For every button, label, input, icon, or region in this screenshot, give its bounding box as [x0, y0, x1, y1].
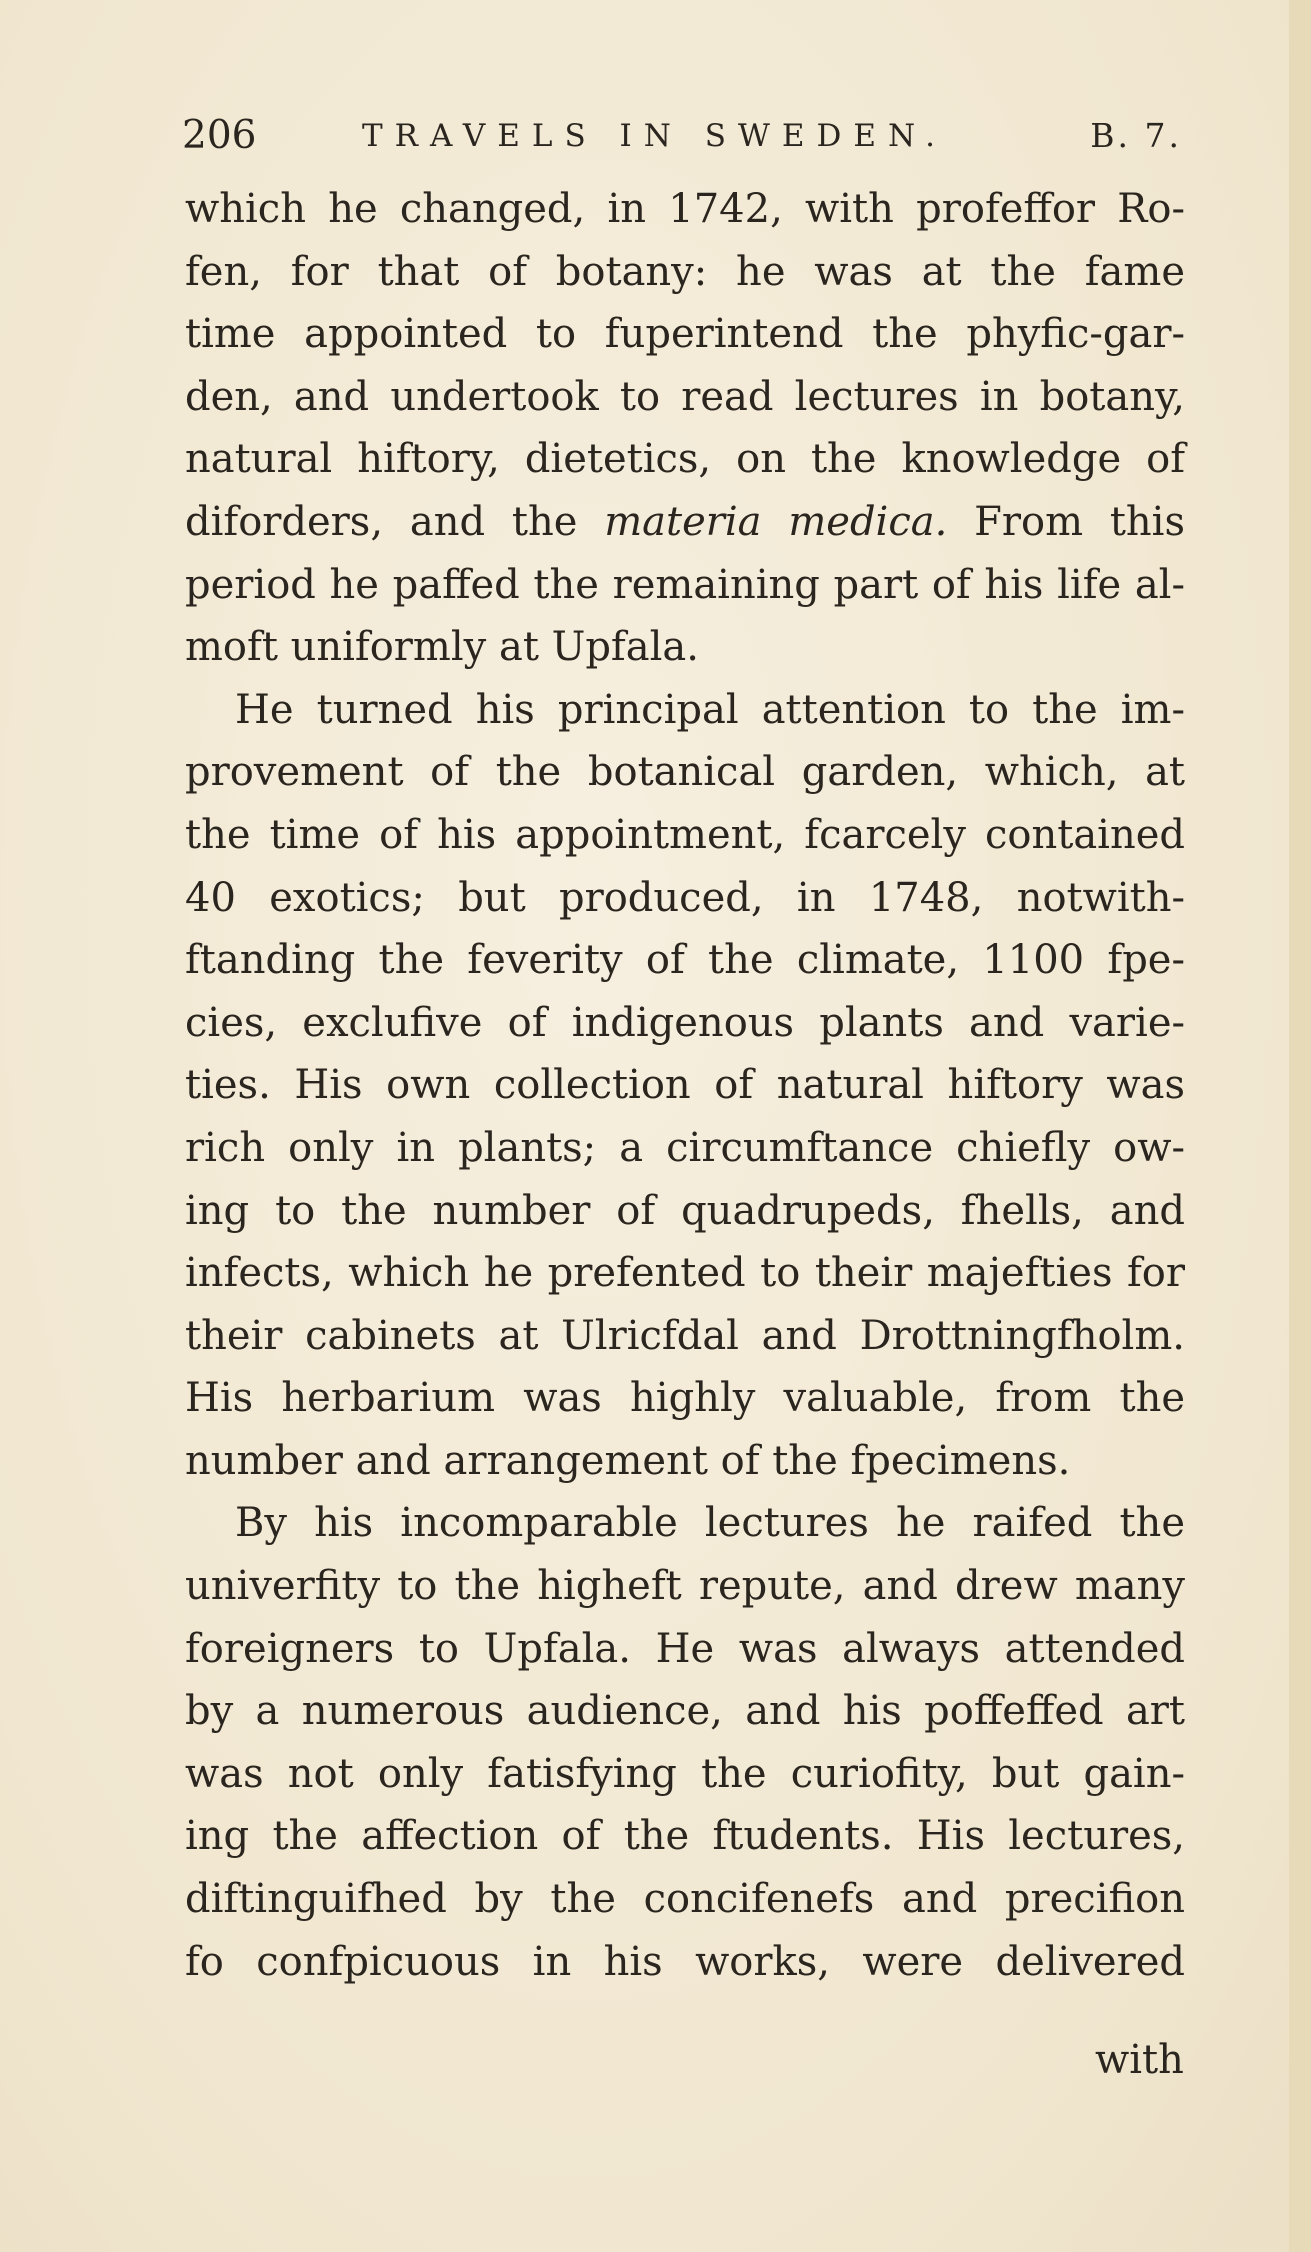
- text-line: number and arrangement of the fpecimens.: [185, 1437, 1071, 1484]
- text-line: ties. His own collection of natural hiftory was: [185, 1062, 1185, 1109]
- page-edge: [1289, 0, 1311, 2252]
- text-line: ftanding the feverity of the climate, 1100 fpe-: [185, 937, 1185, 984]
- text-line: diftinguifhed by the concifenefs and precifion: [185, 1876, 1185, 1923]
- text-line: time appointed to fuperintend the phyfic-gar-: [185, 311, 1185, 358]
- running-head: TRAVELS IN SWEDEN.: [362, 118, 947, 154]
- italic-term: materia medica.: [604, 498, 948, 545]
- text-line: fo confpicuous in his works, were delivered: [185, 1938, 1185, 1985]
- text-run: From this: [947, 498, 1185, 545]
- text-line: natural hiftory, dietetics, on the knowledge of: [185, 436, 1185, 483]
- text-line: ing to the number of quadrupeds, fhells, and: [185, 1187, 1185, 1234]
- text-run: diforders, and the: [185, 498, 605, 545]
- page-header: [182, 106, 1182, 166]
- text-line: moft uniformly at Upfala.: [185, 624, 699, 671]
- text-line: 40 exotics; but produced, in 1748, notwith-: [185, 874, 1185, 921]
- text-line: He turned his principal attention to the im-: [235, 686, 1185, 733]
- page-number: 206: [182, 113, 257, 158]
- text-line: univerfity to the higheft repute, and drew many: [185, 1563, 1185, 1610]
- text-line: rich only in plants; a circumftance chiefly ow-: [185, 1124, 1185, 1171]
- text-line: their cabinets at Ulricfdal and Drottningfholm.: [185, 1312, 1185, 1359]
- text-line: the time of his appointment, fcarcely contained: [185, 811, 1185, 858]
- text-line: den, and undertook to read lectures in botany,: [185, 373, 1185, 420]
- text-line: foreigners to Upfala. He was always attended: [185, 1625, 1185, 1672]
- text-line: which he changed, in 1742, with profeffor Ro-: [185, 186, 1185, 232]
- text-line: was not only fatisfying the curiofity, but gain-: [185, 1750, 1185, 1797]
- text-line: provement of the botanical garden, which, at: [185, 749, 1185, 796]
- text-line: cies, exclufive of indigenous plants and varie-: [185, 999, 1185, 1046]
- text-line: By his incomparable lectures he raifed the: [235, 1500, 1185, 1547]
- text-line: fen, for that of botany: he was at the fame: [185, 248, 1185, 295]
- text-line: period he paffed the remaining part of his life al-: [185, 561, 1185, 608]
- body-text: [185, 178, 1185, 1993]
- catchword: with: [1095, 2037, 1184, 2083]
- text-line: by a numerous audience, and his poffeffed art: [185, 1688, 1185, 1735]
- text-line: ing the affection of the ftudents. His lectures,: [185, 1813, 1185, 1860]
- book-marker: B. 7.: [1090, 116, 1182, 155]
- text-line: infects, which he prefented to their majefties for: [185, 1250, 1185, 1297]
- text-line: His herbarium was highly valuable, from the: [185, 1375, 1185, 1422]
- text-line: [185, 491, 1185, 554]
